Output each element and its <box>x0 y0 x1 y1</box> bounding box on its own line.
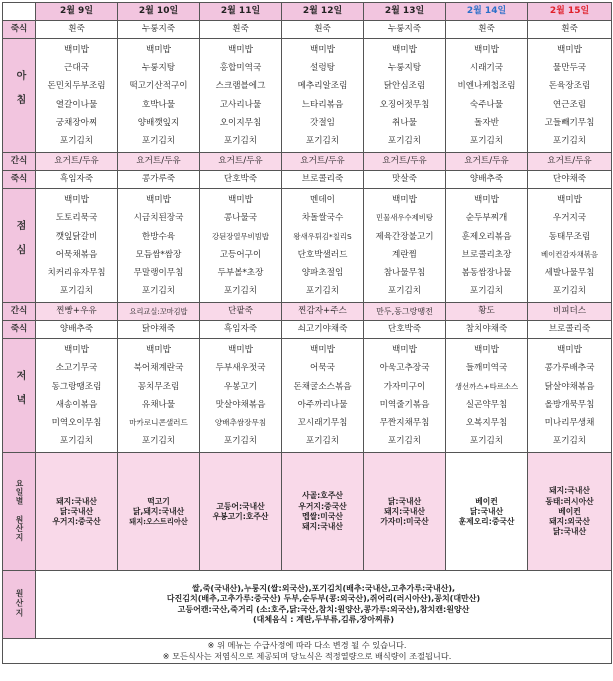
day-header: 2월 13일 <box>364 3 446 21</box>
menu-cell: 황도 <box>446 303 528 321</box>
menu-item: 시금치된장국 <box>133 213 184 224</box>
menu-item: 아욱고추장국 <box>379 363 430 374</box>
row-label-origin-general <box>3 571 36 639</box>
row-label: 죽식 <box>3 321 36 339</box>
menu-cell: 흰죽 <box>282 21 364 39</box>
menu-cell <box>282 339 364 453</box>
menu-item: 취나물 <box>392 117 417 128</box>
menu-cell <box>528 189 612 303</box>
row-label-daily-origin <box>3 453 36 571</box>
origin-line: 돼지:국내산 <box>56 496 97 506</box>
day-header: 2월 12일 <box>282 3 364 21</box>
lunch-row <box>3 189 612 303</box>
origin-general-cell <box>36 571 612 639</box>
day-header-saturday: 2월 14일 <box>446 3 528 21</box>
row-label-text: 점심 <box>14 220 25 269</box>
menu-item: 비엔나케첩조림 <box>457 81 516 92</box>
origin-line: 닭,돼지:국내산 <box>132 506 185 516</box>
menu-cell: 요리교실:꼬마김밥 <box>118 303 200 321</box>
origin-line: 우거지:중국산 <box>298 501 347 511</box>
menu-cell: 흑임자죽 <box>200 321 282 339</box>
origin-line: 돼지:오스트리아산 <box>129 516 188 526</box>
menu-cell <box>528 339 612 453</box>
menu-item: 백미밥 <box>310 345 335 356</box>
menu-item: 포기김치 <box>387 286 422 297</box>
menu-cell: 양배추죽 <box>446 171 528 189</box>
dinner-row <box>3 339 612 453</box>
menu-cell: 요거트/두유 <box>446 153 528 171</box>
menu-item: 북어채계란국 <box>133 363 184 374</box>
menu-cell: 찐빵+우유 <box>36 303 118 321</box>
menu-item: 포기김치 <box>223 436 258 447</box>
menu-item: 백미밥 <box>310 45 335 55</box>
menu-item: 두부볼*초장 <box>217 267 264 278</box>
menu-item: 포기김치 <box>469 436 504 447</box>
row-label-dinner <box>3 339 36 453</box>
origin-cell <box>118 453 200 571</box>
menu-cell <box>364 339 446 453</box>
menu-item: 돌자반 <box>474 117 499 128</box>
origin-line: 돼지:외국산 <box>549 516 590 526</box>
menu-item: 누룽지탕 <box>141 63 176 74</box>
origin-cell <box>36 453 118 571</box>
origin-general-line: 다진김치(배추,고추가루:중국산) 두부,순두부(콩:외국산),쥐어리(러시아산),꽁치(대만산) <box>166 594 481 604</box>
menu-cell: 흰죽 <box>200 21 282 39</box>
menu-cell: 흑임자죽 <box>36 171 118 189</box>
menu-item: 호박나물 <box>141 99 176 110</box>
menu-item: 스크램블에그 <box>215 81 266 92</box>
menu-item: 백미밥 <box>64 345 89 356</box>
menu-item: 백미밥 <box>557 195 582 206</box>
day-header: 2월 10일 <box>118 3 200 21</box>
origin-cell <box>282 453 364 571</box>
origin-general-line: 고등어캔:국산,죽거리 (소:호주,닭:국산,참치:원양산,콩가루:외국산),참치캔:원양산 <box>177 604 470 614</box>
origin-line: 떡고기 <box>147 496 170 506</box>
day-header: 2월 9일 <box>36 3 118 21</box>
menu-item: 미나리무생채 <box>544 418 595 428</box>
menu-item: 어묵채볶음 <box>55 249 98 260</box>
menu-item: 시래기국 <box>469 63 504 74</box>
row-label-text: 저녁 <box>14 370 25 419</box>
menu-item: 포기김치 <box>305 135 340 146</box>
menu-cell <box>446 39 528 153</box>
menu-item: 포기김치 <box>223 135 258 146</box>
menu-cell: 흰죽 <box>36 21 118 39</box>
menu-item: 세발나물무침 <box>544 267 595 278</box>
menu-cell <box>364 189 446 303</box>
day-header-sunday: 2월 15일 <box>528 3 612 21</box>
menu-cell: 맛살죽 <box>364 171 446 189</box>
origin-line: 베이컨 <box>558 506 581 516</box>
menu-item: 돈민치두부조림 <box>47 81 106 92</box>
menu-item: 왕새우튀김*칠리S <box>293 231 352 241</box>
menu-item: 닭안심조림 <box>383 81 426 92</box>
row-label: 죽식 <box>3 21 36 39</box>
menu-item: 마카로니콘샐러드 <box>129 418 188 427</box>
origin-line: 훈제오리:중국산 <box>458 516 515 526</box>
snack-am-row <box>3 153 612 171</box>
menu-item: 떡고기산적구이 <box>129 81 188 92</box>
menu-item: 들깨미역국 <box>465 363 508 374</box>
menu-item: 소고기무국 <box>55 363 98 374</box>
menu-item: 아주까리나물 <box>297 399 348 410</box>
menu-item: 브로콜리초장 <box>461 249 512 260</box>
menu-item: 양배깻잎지 <box>137 117 180 128</box>
menu-cell <box>446 339 528 453</box>
menu-cell <box>118 39 200 153</box>
menu-item: 한방수육 <box>141 231 176 242</box>
footer-row <box>3 639 612 664</box>
breakfast-row <box>3 39 612 153</box>
origin-cell <box>446 453 528 571</box>
menu-item: 물만두국 <box>552 63 587 74</box>
menu-item: 생선까스+타르소스 <box>454 381 519 391</box>
menu-cell: 요거트/두유 <box>528 153 612 171</box>
menu-item: 우봉고기 <box>223 381 258 392</box>
footer-note: ※ 위 메뉴는 수급사정에 따라 다소 변경 될 수 있습니다. <box>207 640 407 651</box>
menu-item: 포기김치 <box>305 286 340 297</box>
menu-item: 콩나물국 <box>223 213 258 224</box>
menu-item: 계란찜 <box>392 249 417 260</box>
row-label: 간식 <box>3 303 36 321</box>
menu-item: 양파초절임 <box>301 267 344 278</box>
menu-cell: 단호박죽 <box>364 321 446 339</box>
menu-item: 꼬시래기무침 <box>297 418 348 428</box>
menu-item: 가자미구이 <box>383 381 426 392</box>
menu-cell: 단호박죽 <box>200 171 282 189</box>
menu-item: 포기김치 <box>305 436 340 447</box>
snack-pm-row <box>3 303 612 321</box>
origin-line: 사골:호주산 <box>302 491 343 501</box>
menu-item: 미역줄기볶음 <box>379 399 430 410</box>
menu-item: 단호박샐러드 <box>297 249 348 260</box>
menu-item: 백미밥 <box>474 345 499 356</box>
origin-line: 닭:국내산 <box>59 506 94 516</box>
menu-item: 모듬쌈*쌈장 <box>135 249 182 260</box>
row-label-text: 아침 <box>14 69 25 118</box>
menu-cell: 참치야채죽 <box>446 321 528 339</box>
row-label-text: 요일별 원산지 <box>15 478 24 542</box>
menu-cell <box>364 39 446 153</box>
footer-cell <box>3 639 612 664</box>
menu-item: 베이컨감자채볶음 <box>540 249 599 259</box>
menu-item: 백미밥 <box>64 45 89 55</box>
menu-item: 올방개묵무침 <box>544 399 595 410</box>
menu-cell: 양배추죽 <box>36 321 118 339</box>
origin-general-line: (대체음식 : 계란,두부류,김류,장아찌류) <box>252 615 395 625</box>
menu-item: 궁채장아찌 <box>55 117 98 128</box>
menu-item: 우거지국 <box>552 213 587 224</box>
menu-table <box>2 2 612 664</box>
menu-cell <box>200 39 282 153</box>
menu-item: 봄동쌈장나물 <box>461 267 512 278</box>
menu-item: 포기김치 <box>141 286 176 297</box>
menu-item: 고들빼기무침 <box>544 117 595 128</box>
menu-item: 숙주나물 <box>469 99 504 110</box>
menu-item: 돈육장조림 <box>548 81 591 92</box>
origin-line: 우거지:중국산 <box>52 516 101 526</box>
menu-item: 백미밥 <box>228 45 253 55</box>
porridge-pm-row <box>3 321 612 339</box>
menu-item: 차돌쌀국수 <box>301 213 344 224</box>
origin-cell <box>364 453 446 571</box>
menu-item: 근대국 <box>64 63 89 74</box>
menu-cell: 누룽지죽 <box>118 21 200 39</box>
menu-item: 포기김치 <box>59 286 94 297</box>
porridge-am-row <box>3 21 612 39</box>
row-label-lunch <box>3 189 36 303</box>
menu-cell <box>282 39 364 153</box>
menu-cell <box>446 189 528 303</box>
menu-item: 포기김치 <box>552 135 587 146</box>
menu-item: 유채나물 <box>141 399 176 410</box>
menu-item: 백미밥 <box>146 345 171 356</box>
menu-item: 맛살야채볶음 <box>215 399 266 410</box>
daily-origin-row <box>3 453 612 571</box>
menu-item: 동태무조림 <box>548 231 591 242</box>
menu-cell: 요거트/두유 <box>118 153 200 171</box>
menu-item: 순두부찌개 <box>465 213 508 224</box>
menu-item: 포기김치 <box>59 135 94 146</box>
origin-line: 동태:러시아산 <box>545 496 594 506</box>
menu-item: 깻잎닭갈비 <box>55 231 98 242</box>
menu-cell <box>118 189 200 303</box>
menu-item: 무말랭이무침 <box>133 267 184 278</box>
menu-item: 무짠지채무침 <box>379 418 430 428</box>
menu-item: 홍합미역국 <box>219 63 262 74</box>
menu-item: 백미밥 <box>474 195 499 206</box>
menu-cell: 누룽지죽 <box>364 21 446 39</box>
origin-line: 닭:국내산 <box>387 496 422 506</box>
origin-cell <box>200 453 282 571</box>
origin-line: 우봉고기:호주산 <box>212 511 269 521</box>
menu-item: 두부새우젓국 <box>215 363 266 374</box>
menu-item: 참나물무침 <box>383 267 426 278</box>
menu-item: 닭살야채볶음 <box>544 381 595 392</box>
menu-item: 포기김치 <box>387 436 422 447</box>
origin-line: 가자미:미국산 <box>380 516 429 526</box>
menu-item: 백미밥 <box>557 345 582 356</box>
origin-line: 돼지:국내산 <box>302 522 343 532</box>
menu-item: 돈채굴소스볶음 <box>293 381 352 392</box>
menu-item: 민물새우수제비탕 <box>375 213 434 223</box>
menu-item: 강된장열무비빔밥 <box>211 231 270 241</box>
menu-cell: 콩가루죽 <box>118 171 200 189</box>
menu-item: 포기김치 <box>141 135 176 146</box>
header-corner <box>3 3 36 21</box>
menu-item: 양배추쌈장무침 <box>214 418 267 427</box>
menu-cell: 요거트/두유 <box>200 153 282 171</box>
menu-cell: 요거트/두유 <box>364 153 446 171</box>
menu-item: 열갈이나물 <box>55 99 98 110</box>
menu-item: 제육간장불고기 <box>375 231 434 242</box>
menu-item: 새송이볶음 <box>55 399 98 410</box>
menu-cell <box>282 189 364 303</box>
menu-cell: 브로콜리죽 <box>282 171 364 189</box>
menu-item: 백미밥 <box>146 195 171 206</box>
menu-item: 훈제오리볶음 <box>461 231 512 242</box>
menu-cell: 브로콜리죽 <box>528 321 612 339</box>
menu-item: 동그랑땡조림 <box>51 381 102 392</box>
menu-item: 메추리알조림 <box>297 81 348 92</box>
menu-item: 느타리볶음 <box>301 99 344 110</box>
day-header: 2월 11일 <box>200 3 282 21</box>
menu-item: 치커리유자무침 <box>47 267 106 278</box>
menu-item: 포기김치 <box>223 286 258 297</box>
menu-item: 오이지무침 <box>219 117 262 128</box>
origin-line: 닭:국내산 <box>552 527 587 537</box>
menu-item: 누룽지탕 <box>387 63 422 74</box>
origin-line: 베이컨 <box>475 496 498 506</box>
origin-cell <box>528 453 612 571</box>
menu-item: 오복지무침 <box>465 418 508 428</box>
footer-note: ※ 모든식사는 저염식으로 제공되며 당뇨식은 적정열량으로 배식량이 조절됩니다. <box>162 651 452 662</box>
menu-cell <box>36 339 118 453</box>
menu-item: 실곤약무침 <box>465 399 508 410</box>
menu-item: 포기김치 <box>59 436 94 447</box>
menu-item: 고사리나물 <box>219 99 262 110</box>
menu-cell: 요거트/두유 <box>36 153 118 171</box>
menu-cell: 닭야채죽 <box>118 321 200 339</box>
menu-cell: 찐감자+주스 <box>282 303 364 321</box>
menu-cell <box>528 39 612 153</box>
row-label: 간식 <box>3 153 36 171</box>
origin-line: 고등어:국내산 <box>216 501 265 511</box>
menu-cell <box>200 189 282 303</box>
menu-item: 도토리묵국 <box>55 213 98 224</box>
row-label: 죽식 <box>3 171 36 189</box>
menu-item: 백미밥 <box>228 345 253 356</box>
menu-item: 오징어젓무침 <box>379 99 430 110</box>
menu-item: 백미밥 <box>146 45 171 55</box>
menu-item: 꽁치무조림 <box>137 381 180 392</box>
menu-item: 어묵국 <box>310 363 335 374</box>
row-label-text: 원산지 <box>15 588 24 619</box>
origin-line: 닭:국내산 <box>469 506 504 516</box>
menu-item: 백미밥 <box>392 345 417 356</box>
menu-item: 포기김치 <box>387 135 422 146</box>
origin-general-row <box>3 571 612 639</box>
menu-item: 백미밥 <box>228 195 253 206</box>
menu-item: 갓절임 <box>310 117 335 128</box>
menu-cell: 흰죽 <box>446 21 528 39</box>
menu-cell: 단팥죽 <box>200 303 282 321</box>
menu-item: 포기김치 <box>552 436 587 447</box>
menu-cell: 비피더스 <box>528 303 612 321</box>
menu-cell <box>200 339 282 453</box>
menu-item: 백미밥 <box>392 45 417 55</box>
menu-cell: 흰죽 <box>528 21 612 39</box>
menu-cell <box>36 189 118 303</box>
menu-item: 백미밥 <box>474 45 499 55</box>
origin-line: 돼지:국내산 <box>549 486 590 496</box>
menu-item: 고등어구이 <box>219 249 262 260</box>
menu-item: 포기김치 <box>469 286 504 297</box>
menu-cell <box>36 39 118 153</box>
menu-item: 설렁탕 <box>310 63 335 74</box>
menu-item: 백미밥 <box>392 195 417 206</box>
menu-item: 포기김치 <box>469 135 504 146</box>
menu-item: 콩가루배추국 <box>544 363 595 374</box>
menu-item: 포기김치 <box>141 436 176 447</box>
porridge-noon-row <box>3 171 612 189</box>
menu-item: 멘데이 <box>310 195 335 206</box>
origin-line: 돼지:국내산 <box>384 506 425 516</box>
menu-item: 연근조림 <box>552 99 587 110</box>
origin-general-line: 쌀,죽(국내산),누룽지(쌀:외국산),포기김치(배추:국내산,고추가루:국내산), <box>191 584 456 594</box>
menu-cell: 단야채죽 <box>528 171 612 189</box>
menu-item: 미역오이무침 <box>51 418 102 428</box>
menu-cell: 만두,동그랑땡전 <box>364 303 446 321</box>
origin-line: 멥쌀:미국산 <box>302 511 343 521</box>
menu-cell: 요거트/두유 <box>282 153 364 171</box>
menu-item: 포기김치 <box>552 286 587 297</box>
menu-item: 백미밥 <box>557 45 582 55</box>
header-row <box>3 3 612 21</box>
menu-cell: 쇠고기야채죽 <box>282 321 364 339</box>
row-label-breakfast <box>3 39 36 153</box>
menu-cell <box>118 339 200 453</box>
menu-item: 백미밥 <box>64 195 89 206</box>
